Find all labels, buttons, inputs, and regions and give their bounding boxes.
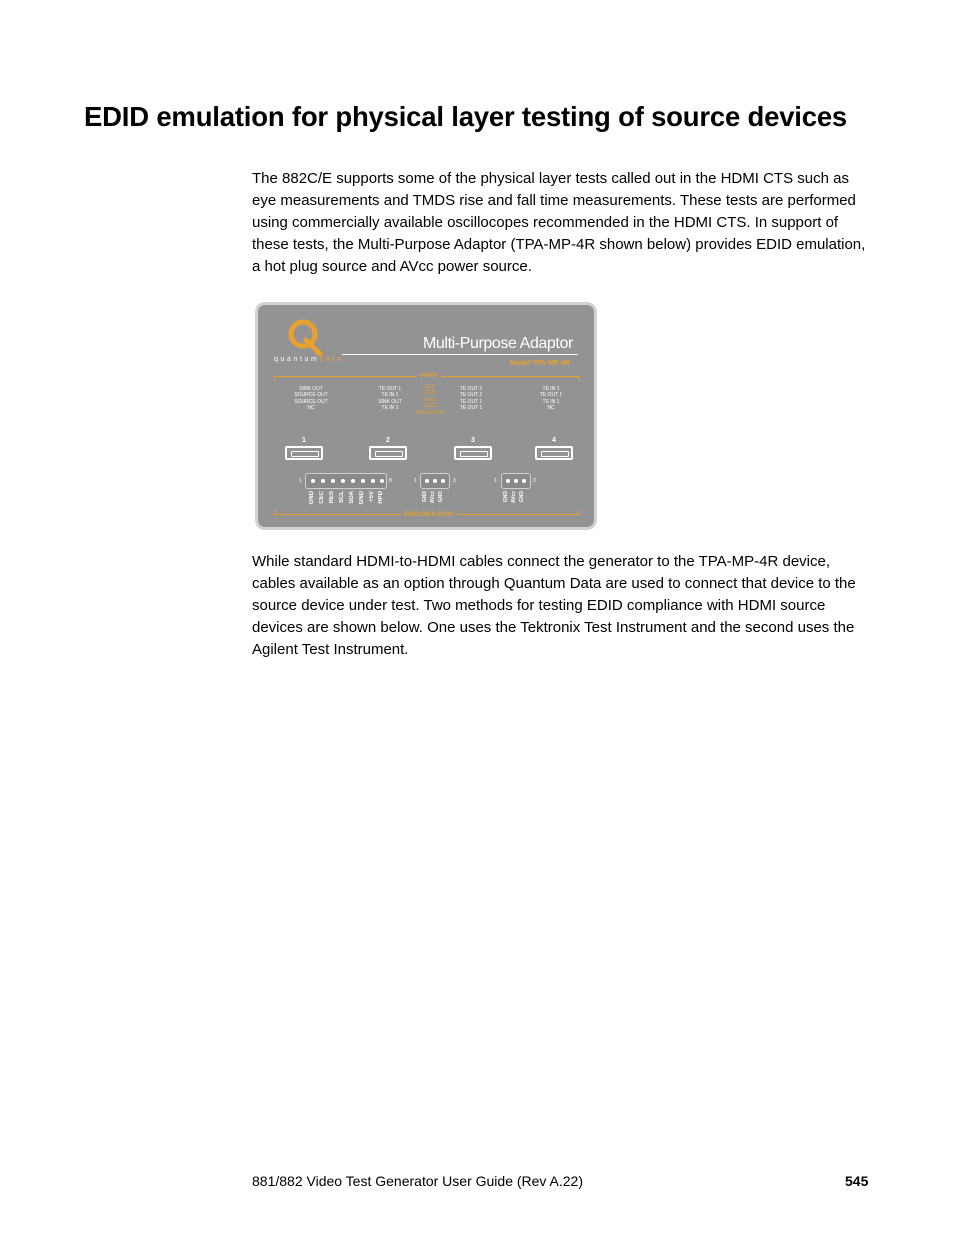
signal-legend: CEC DDC AVcc EDID EMULATOR [416,384,444,416]
port-column-3: TE OUT 2 TE OUT 2 TE OUT 1 TE OUT 1 [459,386,483,412]
header2-pin-last: 3 [453,478,456,484]
header2-label: GND [438,491,444,503]
header2-pin-first: 1 [414,478,417,484]
title-underline [342,354,578,355]
header3-label: AVcc [511,491,517,504]
port-number-4: 4 [552,437,556,444]
header1-label: HPD [378,491,384,504]
hdmi-port-1-icon [285,446,323,460]
header3-pin-first: 1 [494,478,497,484]
cables-paragraph: While standard HDMI-to-HDMI cables connect the generator to the TPA-MP-4R device, cables available as an option through Quantum Data are used to connect that device to the source device under test. Two methods for testing EDID compliance with HDMI source devices are shown below. One uses the Tektronix Test Instrument and the second uses the Agilent Test Instrument. [252,553,856,658]
header1-label: GND [359,491,365,505]
header1-pin-first: 1 [299,478,302,484]
footer-page-number: 545 [845,1173,869,1189]
page-heading: EDID emulation for physical layer testing of source devices [84,101,848,132]
port-number-2: 2 [386,437,390,444]
header3-pin-last: 3 [533,478,536,484]
brand-wordmark [274,356,343,363]
hdmi-port-2-icon [369,446,407,460]
device-model: Model TPA-MP-4R [510,360,570,367]
header1-label: SCL [339,491,345,503]
port-column-2: TE OUT 1 TE IN 1 SINK OUT TE IN 1 [378,386,402,412]
quantum-data-q-logo-icon [286,316,324,356]
brand-accent: data [319,356,344,363]
hdmi-port-3-icon [454,446,492,460]
avcc-header-3pin-b [501,473,531,489]
header2-label: GND [422,491,428,503]
port-number-1: 1 [302,437,306,444]
hdmi-port-4-icon [535,446,573,460]
header1-label: GND [309,491,315,505]
footer-guide-title: 881/882 Video Test Generator User Guide (Rev A.22) [252,1173,584,1189]
emulator-label: EDID EMULATOR [258,512,597,518]
edid-header-8pin [305,473,387,489]
header1-label: +5V [369,491,375,502]
header1-label: SDA [349,491,355,504]
multi-purpose-adaptor-figure [255,302,597,530]
device-title: Multi-Purpose Adaptor [423,335,573,352]
avcc-header-3pin-a [420,473,450,489]
brand-main: quantum [274,356,320,363]
ports-label: PORTS [258,373,597,379]
header1-label: CEC [319,491,325,504]
header3-label: GND [503,491,509,503]
header2-label: AVcc [430,491,436,504]
header3-label: GND [519,491,525,503]
header1-pin-last: 8 [389,478,392,484]
port-column-4: TE IN 1 TE OUT 1 TE IN 1 NC [539,386,563,412]
header1-label: RES [329,491,335,504]
port-column-1: SINK OUT SOURCE OUT SOURCE OUT NC [294,386,328,412]
intro-paragraph: The 882C/E supports some of the physical layer tests called out in the HDMI CTS such as eye measurements and TMDS rise and fall time measurements. These tests are performed using commercially available oscillocopes recommended in the HDMI CTS. In support of these tests, the Multi-Purpose Adaptor (TPA-MP-4R shown below) provides EDID emulation, a hot plug source and AVcc power source. [252,170,866,275]
port-number-3: 3 [471,437,475,444]
